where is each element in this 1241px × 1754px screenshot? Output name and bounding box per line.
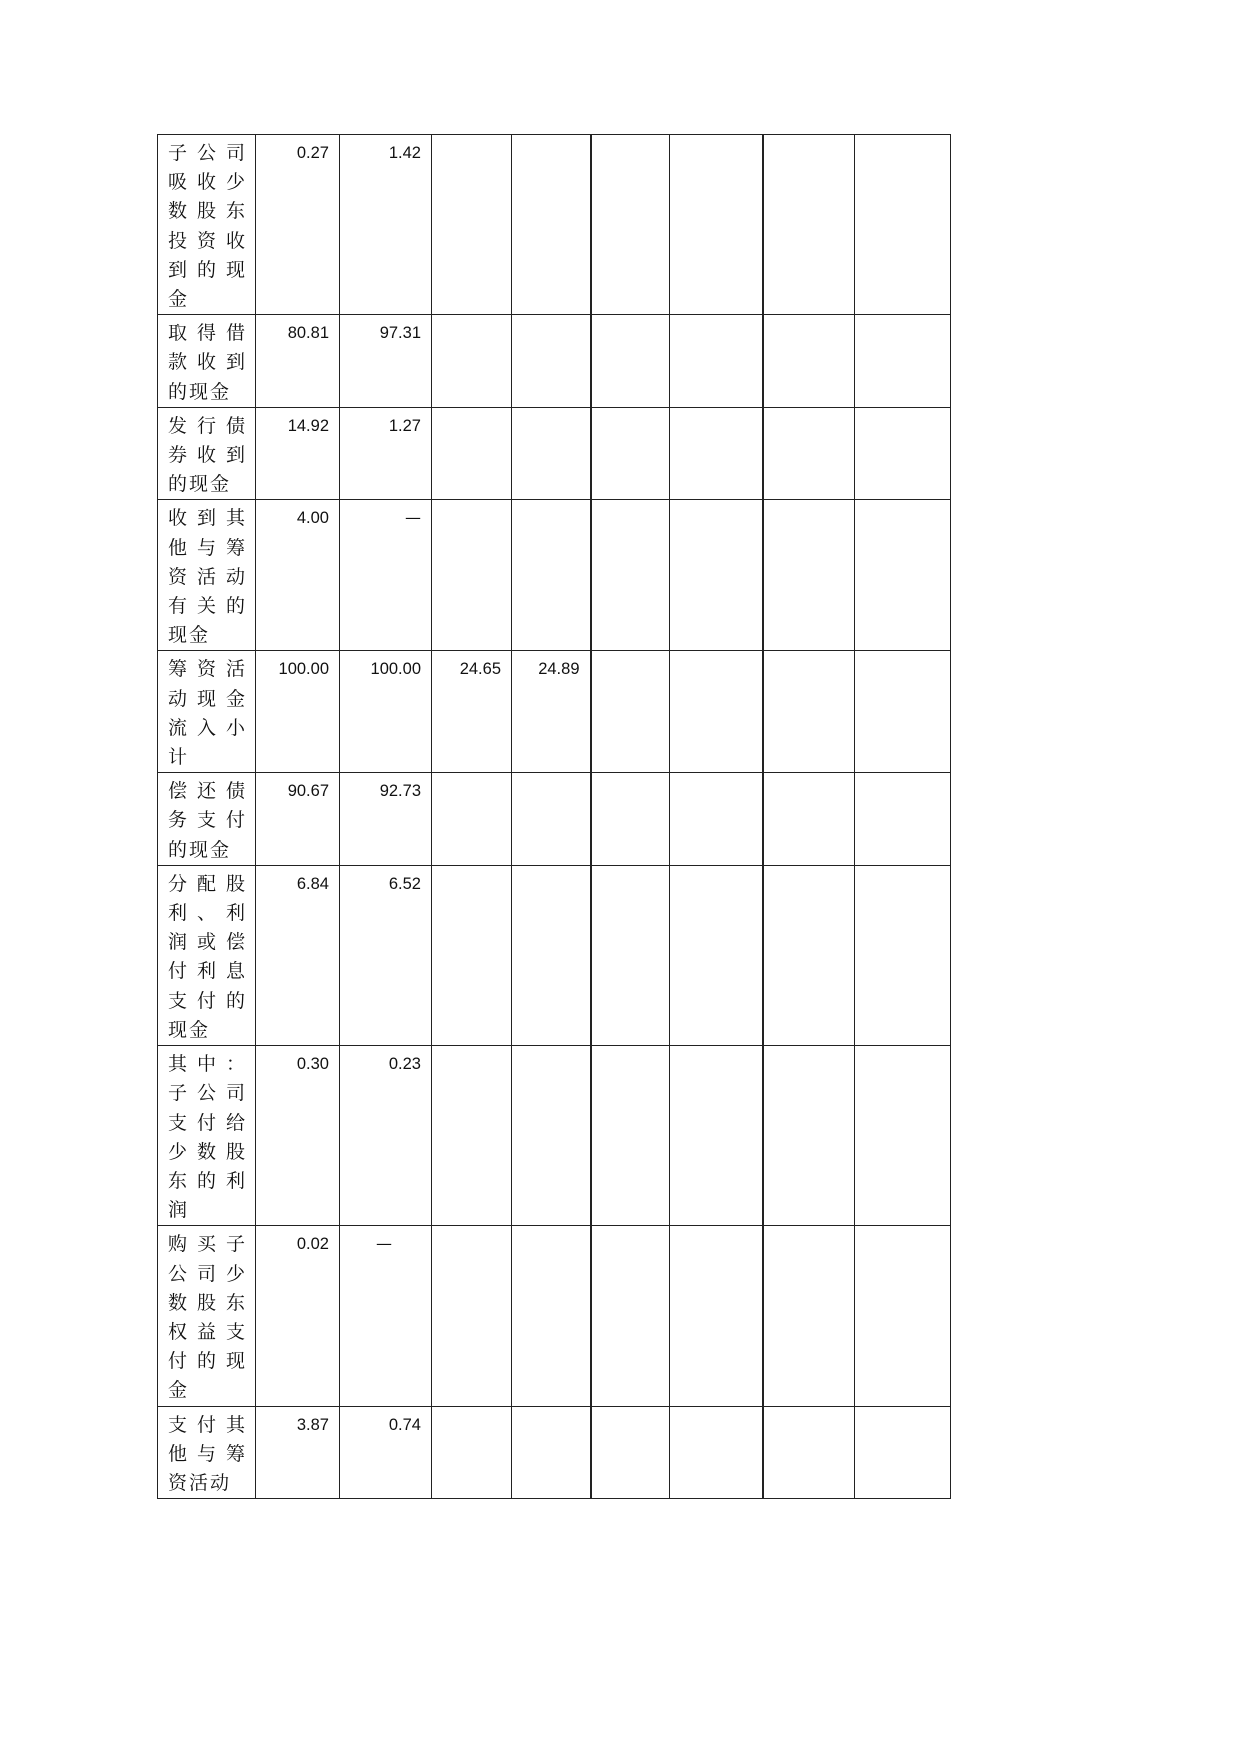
row-label-cell	[158, 135, 256, 315]
value-cell	[432, 407, 512, 500]
row-label: 分配股利、利润或偿付利息支付的现金	[168, 872, 247, 1041]
value-cell	[256, 865, 340, 1045]
value-text: 1.27	[388, 416, 421, 435]
empty-cell	[591, 773, 670, 866]
empty-cell	[591, 1046, 670, 1226]
row-label-cell	[158, 773, 256, 866]
value-cell	[432, 1046, 512, 1226]
value-cell	[340, 1406, 432, 1499]
empty-cell	[855, 407, 951, 500]
value-cell	[256, 1226, 340, 1406]
value-text: 92.73	[379, 782, 421, 801]
row-label-cell	[158, 315, 256, 408]
value-text: 0.02	[296, 1235, 329, 1254]
value-cell	[512, 500, 591, 651]
value-text: 6.52	[388, 874, 421, 893]
value-text: 0.30	[296, 1055, 329, 1074]
empty-cell	[763, 1226, 855, 1406]
table-row	[158, 315, 951, 408]
value-text: 90.67	[287, 782, 329, 801]
empty-cell	[670, 1406, 763, 1499]
value-text: 1.42	[388, 144, 421, 162]
value-cell	[340, 865, 432, 1045]
empty-cell	[763, 1406, 855, 1499]
value-text: 100.00	[278, 660, 329, 679]
value-text: 4.00	[296, 509, 329, 528]
value-cell	[512, 135, 591, 315]
value-text: 24.89	[538, 660, 580, 679]
empty-cell	[763, 500, 855, 651]
value-cell	[256, 315, 340, 408]
value-cell	[256, 135, 340, 315]
value-text: 80.81	[287, 324, 329, 343]
value-cell	[256, 407, 340, 500]
empty-cell	[855, 1406, 951, 1499]
value-text: 14.92	[287, 416, 329, 435]
value-cell	[512, 651, 591, 773]
empty-cell	[670, 651, 763, 773]
value-cell	[340, 500, 432, 651]
row-label: 支付其他与筹资活动	[168, 1413, 247, 1494]
empty-cell	[763, 773, 855, 866]
empty-cell	[591, 651, 670, 773]
financing-cash-flow-table	[157, 134, 951, 1499]
table-row	[158, 651, 951, 773]
value-cell	[512, 315, 591, 408]
row-label-cell	[158, 1406, 256, 1499]
value-text: 6.84	[296, 874, 329, 893]
value-cell	[432, 500, 512, 651]
table-row	[158, 1046, 951, 1226]
value-cell	[512, 407, 591, 500]
value-cell	[432, 865, 512, 1045]
table-row	[158, 1226, 951, 1406]
empty-cell	[591, 500, 670, 651]
value-cell	[340, 773, 432, 866]
empty-cell	[763, 407, 855, 500]
value-cell	[256, 1046, 340, 1226]
value-cell	[432, 773, 512, 866]
row-label-cell	[158, 407, 256, 500]
empty-cell	[670, 407, 763, 500]
empty-cell	[670, 773, 763, 866]
empty-cell	[591, 135, 670, 315]
dash-value: —	[405, 508, 421, 528]
table-row	[158, 500, 951, 651]
row-label-cell	[158, 651, 256, 773]
row-label: 收到其他与筹资活动有关的现金	[168, 507, 247, 647]
value-cell	[340, 651, 432, 773]
value-cell	[512, 1046, 591, 1226]
empty-cell	[591, 865, 670, 1045]
value-cell	[512, 1406, 591, 1499]
empty-cell	[855, 651, 951, 773]
empty-cell	[591, 1406, 670, 1499]
empty-cell	[855, 315, 951, 408]
table-row	[158, 407, 951, 500]
empty-cell	[670, 135, 763, 315]
value-cell	[340, 1046, 432, 1226]
value-cell	[512, 865, 591, 1045]
value-text: 100.00	[370, 660, 421, 679]
row-label-cell	[158, 500, 256, 651]
empty-cell	[591, 315, 670, 408]
row-label: 购买子公司少数股东权益支付的现金	[168, 1233, 247, 1402]
value-cell	[256, 651, 340, 773]
empty-cell	[670, 865, 763, 1045]
table-row	[158, 865, 951, 1045]
value-text: 24.65	[459, 660, 501, 679]
empty-cell	[763, 865, 855, 1045]
row-label: 偿还债务支付的现金	[168, 780, 247, 861]
value-text: 3.87	[296, 1415, 329, 1434]
value-cell	[432, 1226, 512, 1406]
empty-cell	[855, 135, 951, 315]
value-cell	[432, 651, 512, 773]
value-text: 97.31	[379, 324, 421, 343]
value-cell	[340, 407, 432, 500]
row-label: 子公司吸收少数股东投资收到的现金	[168, 142, 247, 311]
value-cell	[340, 135, 432, 315]
value-text: 0.23	[388, 1055, 421, 1074]
empty-cell	[591, 1226, 670, 1406]
row-label-cell	[158, 865, 256, 1045]
empty-cell	[763, 315, 855, 408]
value-cell	[256, 500, 340, 651]
empty-cell	[855, 500, 951, 651]
value-cell	[432, 315, 512, 408]
table-row	[158, 135, 951, 315]
row-label: 发行债券收到的现金	[168, 414, 247, 496]
empty-cell	[763, 651, 855, 773]
value-text: 0.27	[296, 144, 329, 162]
value-cell	[256, 1406, 340, 1499]
value-cell	[512, 773, 591, 866]
empty-cell	[855, 773, 951, 866]
row-label: 取得借款收到的现金	[168, 322, 247, 403]
empty-cell	[855, 1046, 951, 1226]
empty-cell	[670, 315, 763, 408]
empty-cell	[855, 1226, 951, 1406]
value-cell	[512, 1226, 591, 1406]
row-label-cell	[158, 1226, 256, 1406]
value-cell	[432, 135, 512, 315]
empty-cell	[670, 1226, 763, 1406]
table-row	[158, 773, 951, 866]
empty-cell	[763, 1046, 855, 1226]
value-cell	[256, 773, 340, 866]
value-cell	[340, 1226, 432, 1406]
value-cell	[432, 1406, 512, 1499]
row-label-cell	[158, 1046, 256, 1226]
dash-value: —	[376, 1234, 392, 1254]
empty-cell	[591, 407, 670, 500]
empty-cell	[855, 865, 951, 1045]
table-row	[158, 1406, 951, 1499]
row-label: 筹资活动现金流入小计	[168, 658, 247, 769]
value-cell	[340, 315, 432, 408]
empty-cell	[670, 1046, 763, 1226]
row-label: 其中：子公司支付给少数股东的利润	[168, 1053, 247, 1222]
empty-cell	[763, 135, 855, 315]
value-text: 0.74	[388, 1415, 421, 1434]
empty-cell	[670, 500, 763, 651]
